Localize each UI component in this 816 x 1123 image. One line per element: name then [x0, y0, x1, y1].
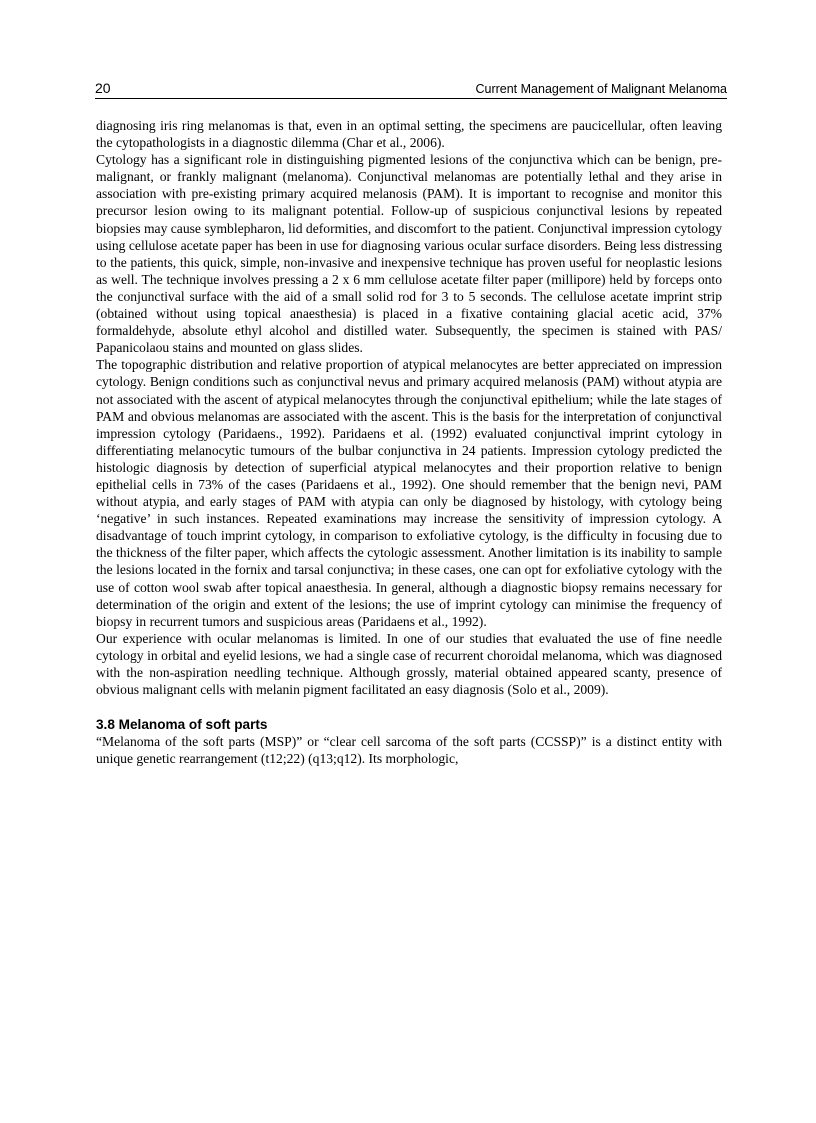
running-header [95, 80, 727, 99]
paragraph-soft-parts: “Melanoma of the soft parts (MSP)” or “clear cell sarcoma of the soft parts (CCSSP)” is a distinct entity with unique genetic rearrangement (t12;22) (q13;q12). Its morphologic, [96, 734, 722, 767]
paragraph-iris-continuation: diagnosing iris ring melanomas is that, even in an optimal setting, the specimens are paucicellular, often leaving the cytopathologists in a diagnostic dilemma (Char et al., 2006). [96, 118, 722, 151]
paragraph-conjunctiva-cytology: Cytology has a significant role in distinguishing pigmented lesions of the conjunctiva which can be benign, pre-malignant, or frankly malignant (melanoma). Conjunctival melanomas are potentially lethal and they arise in association with pre-existing primary acquired melanosis (PAM). It is important to recognise and monitor this precursor lesion owing to its malignant potential. Follow-up of suspicious conjunctival lesions by repeated biopsies may cause symblepharon, lid deformities, and discomfort to the patient. Conjunctival impression cytology using cellulose acetate paper has been in use for diagnosing various ocular surface disorders. Being less distressing to the patients, this quick, simple, non-invasive and inexpensive technique has proven useful for neoplastic lesions as well. The technique involves pressing a 2 x 6 mm cellulose acetate filter paper (millipore) held by forceps onto the conjunctival surface with the aid of a small solid rod for 3 to 5 seconds. The cellulose acetate imprint strip (obtained without using topical anaesthesia) is placed in a fixative containing glacial acetic acid, 37% formaldehyde, absolute ethyl alcohol and distilled water. Subsequently, the specimen is stained with PAS/ Papanicolaou stains and mounted on glass slides. [96, 152, 722, 356]
page-number: 20 [95, 80, 111, 96]
paragraph-impression-cytology: The topographic distribution and relative proportion of atypical melanocytes are better appreciated on impression cytology. Benign conditions such as conjunctival nevus and primary acquired melanosis (PAM) without atypia are not associated with the ascent of atypical melanocytes through the conjunctival epithelium; while the late stages of PAM and obvious melanomas are associated with the ascent. This is the basis for the interpretation of conjunctival impression cytology (Paridaens., 1992). Paridaens et al. (1992) evaluated conjunctival imprint cytology in differentiating melanocytic tumours of the bulbar conjunctiva in 24 patients. Impression cytology predicted the histologic diagnosis by detection of superficial atypical melanocytes and their proportion relative to benign epithelial cells in 73% of the cases (Paridaens et al., 1992). One should remember that the benign nevi, PAM without atypia, and early stages of PAM with atypia can only be diagnosed by histology, with cytology being ‘negative’ in such instances. Repeated examinations may increase the sensitivity of impression cytology. A disadvantage of touch imprint cytology, in comparison to exfoliative cytology, is the difficulty in focusing due to the thickness of the filter paper, which affects the cytologic assessment. Another limitation is its inability to sample the lesions located in the fornix and tarsal conjunctiva; in these cases, one can opt for exfoliative cytology with the use of cotton wool swab after topical anaesthesia. In general, although a diagnostic biopsy remains necessary for determination of the origin and extent of the lesions; the use of imprint cytology can minimise the frequency of biopsy in recurrent tumors and suspicious areas (Paridaens et al., 1992). [96, 357, 722, 629]
running-title: Current Management of Malignant Melanoma [475, 82, 727, 96]
body-text [96, 117, 722, 767]
paragraph-our-experience: Our experience with ocular melanomas is limited. In one of our studies that evaluated the use of fine needle cytology in orbital and eyelid lesions, we had a single case of recurrent choroidal melanoma, which was diagnosed with the non-aspiration needling technique. Although grossly, material obtained appeared scanty, presence of obvious malignant cells with melanin pigment facilitated an easy diagnosis (Solo et al., 2009). [96, 630, 722, 698]
section-heading: 3.8 Melanoma of soft parts [96, 717, 268, 733]
